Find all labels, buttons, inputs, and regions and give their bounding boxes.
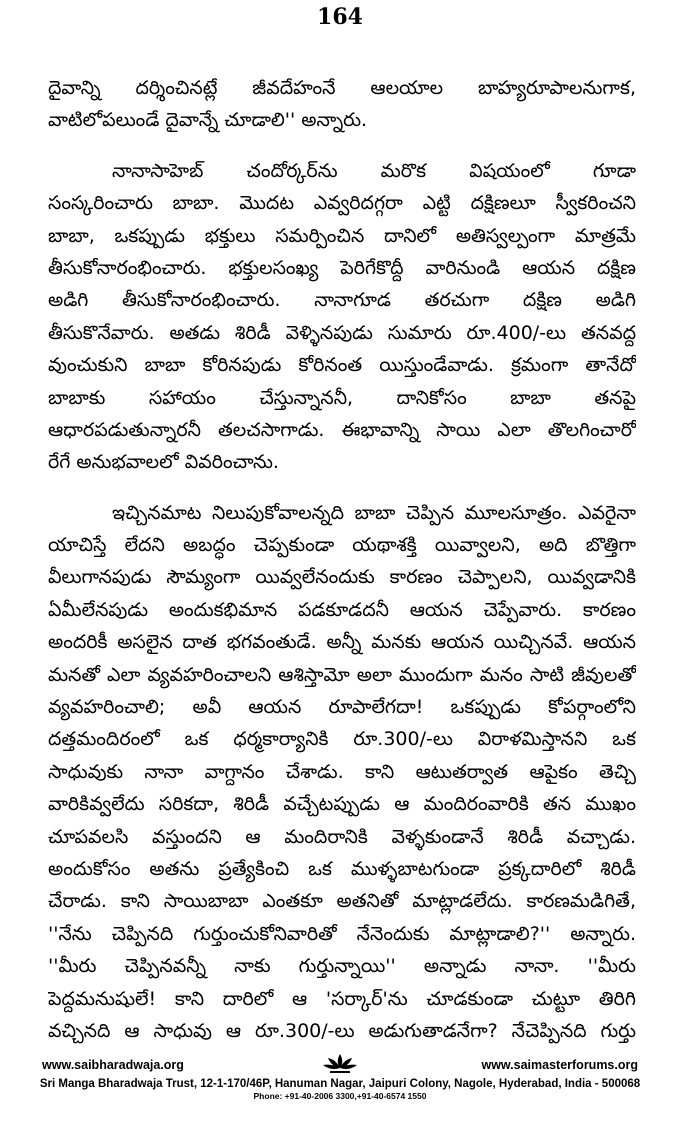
text-line: వచ్చినది ఆ సాధువు ఆ రూ.300/-లు అడుగుతాడనేగా? నేచెప్పినది గుర్తు bbox=[48, 1019, 636, 1042]
text-line: వ్యవహరించాలి; అవీ ఆయన రూపాలేగదా! ఒకప్పుడు కోపర్గాంలోని bbox=[48, 696, 636, 719]
text-line: అందరికీ అసలైన దాత భగవంతుడే. అన్నీ మనకు ఆయన యిచ్చినవే. ఆయన bbox=[48, 631, 636, 654]
text-line: ఏమీలేనపుడు అందుకభిమాన పడకూడదనీ ఆయన చెప్పేవారు. కారణం bbox=[48, 598, 636, 621]
text-line: సాధువుకు నానా వాగ్దానం చేశాడు. కాని ఆటుతర్వాత ఆపైకం తెచ్చి bbox=[48, 760, 636, 783]
text-line: అందుకోసం అతను ప్రత్యేకించి ఒక ముళ్ళబాటగుండా ప్రక్కదారిలో శిరిడీ bbox=[48, 857, 636, 880]
text-line: యాచిస్తే లేదని అబద్ధం చెప్పకుండా యథాశక్తి యివ్వాలని, అది బొత్తిగా bbox=[48, 534, 636, 557]
text-line: ఇచ్చినమాట నిలుపుకోవాలన్నది బాబా చెప్పిన మూలసూత్రం. ఎవరైనా bbox=[112, 501, 636, 524]
text-line: తీసుకోనారంభించారు. భక్తులసంఖ్య పెరిగేకొద్దీ వారినుండి ఆయన దక్షిణ bbox=[48, 256, 636, 279]
paragraph bbox=[48, 72, 636, 137]
trust-address: Sri Manga Bharadwaja Trust, 12-1-170/46P, Hanuman Nagar, Jaipuri Colony, Nagole, Hyderabad, India - 500068 bbox=[39, 1078, 641, 1090]
text-line: బాబా, ఒకప్పుడు భక్తులు సమర్పించిన దానిలో అతిస్వల్పంగా మాత్రమే bbox=[48, 224, 636, 247]
lotus-emblem-icon bbox=[322, 1052, 358, 1076]
text-line: వాటిలోపలుండే దైవాన్నే చూడాలి'' అన్నారు. bbox=[48, 109, 368, 132]
page-number: 164 bbox=[317, 4, 363, 30]
paragraph bbox=[48, 155, 636, 479]
text-line: ఆధారపడుతున్నారనీ తలచసాగాడు. ఈభావాన్ని సాయి ఎలా తొలగించారో bbox=[48, 418, 636, 441]
text-line: వారికివ్వలేదు సరికదా, శిరిడీ వచ్చేటప్పుడు ఆ మందిరంవారికి తన ముఖం bbox=[48, 793, 636, 816]
text-line: చేరాడు. కాని సాయిబాబా ఎంతకూ అతనితో మాట్లాడలేదు. కారణమడిగితే, bbox=[48, 890, 636, 913]
text-line: నానాసాహెబ్ చందోర్కర్‌ను మరొక విషయంలో గూడా bbox=[112, 159, 636, 182]
text-line: ''నేను చెప్పినది గుర్తుంచుకోనివారితో నేనెందుకు మాట్లాడాలి?'' అన్నారు. bbox=[48, 922, 636, 945]
text-line: మనతో ఎలా వ్యవహరించాలని ఆశిస్తామో అలా ముందుగా మనం సాటి జీవులతో bbox=[48, 663, 636, 686]
text-line: చూపవలసి వస్తుందని ఆ మందిరానికి వెళ్ళకుండానే శిరిడీ వచ్చాడు. bbox=[48, 825, 636, 848]
text-line: దత్తమందిరంలో ఒక ధర్మకార్యానికి రూ.300/-లు విరాళమిస్తానని ఒక bbox=[48, 728, 636, 751]
paragraph bbox=[48, 497, 636, 1048]
website-link-right[interactable]: www.saimasterforums.org bbox=[481, 1058, 638, 1072]
page-footer bbox=[22, 1058, 658, 1101]
body-text bbox=[48, 72, 636, 1047]
text-line: వీలుగానపుడు సౌమ్యంగా యివ్వలేనందుకు కారణం చెప్పాలని, యివ్వడానికి bbox=[48, 566, 636, 589]
text-line: పెద్దమనుషులే! కాని దారిలో ఆ 'సర్కార్'ను చూడకుండా చుట్టూ తిరిగి bbox=[48, 987, 636, 1010]
text-line: అడిగి తీసుకోనారంభించారు. నానాగూడ తరచుగా దక్షిణ అడిగి bbox=[48, 289, 636, 312]
phone-numbers: Phone: +91-40-2006 3300,+91-40-6574 1550 bbox=[253, 1091, 427, 1101]
website-link-left[interactable]: www.saibharadwaja.org bbox=[42, 1058, 184, 1072]
text-line: బాబాకు సహాయం చేస్తున్నాననీ, దానికోసం బాబా తనపై bbox=[48, 386, 636, 409]
text-line: వుంచుకుని బాబా కోరినపుడు కోరినంత యిస్తుండేవాడు. క్రమంగా తానేదో bbox=[48, 354, 636, 377]
text-line: ''మీరు చెప్పినవన్నీ నాకు గుర్తున్నాయి'' అన్నాడు నానా. ''మీరు bbox=[48, 955, 636, 978]
text-line: తీసుకొనేవారు. అతడు శిరిడీ వెళ్ళినపుడు సుమారు రూ.400/-లు తనవద్ద bbox=[48, 321, 636, 344]
text-line: సంస్కరించారు బాబా. మొదట ఎవ్వరిదగ్గరా ఎట్టి దక్షిణలూ స్వీకరించని bbox=[48, 192, 636, 215]
text-line: రేగే అనుభవాలలో వివరించాను. bbox=[48, 451, 279, 474]
text-line: దైవాన్ని దర్శించినట్లే జీవదేహంనే ఆలయాల బాహ్యరూపాలనుగాక, bbox=[48, 77, 636, 99]
